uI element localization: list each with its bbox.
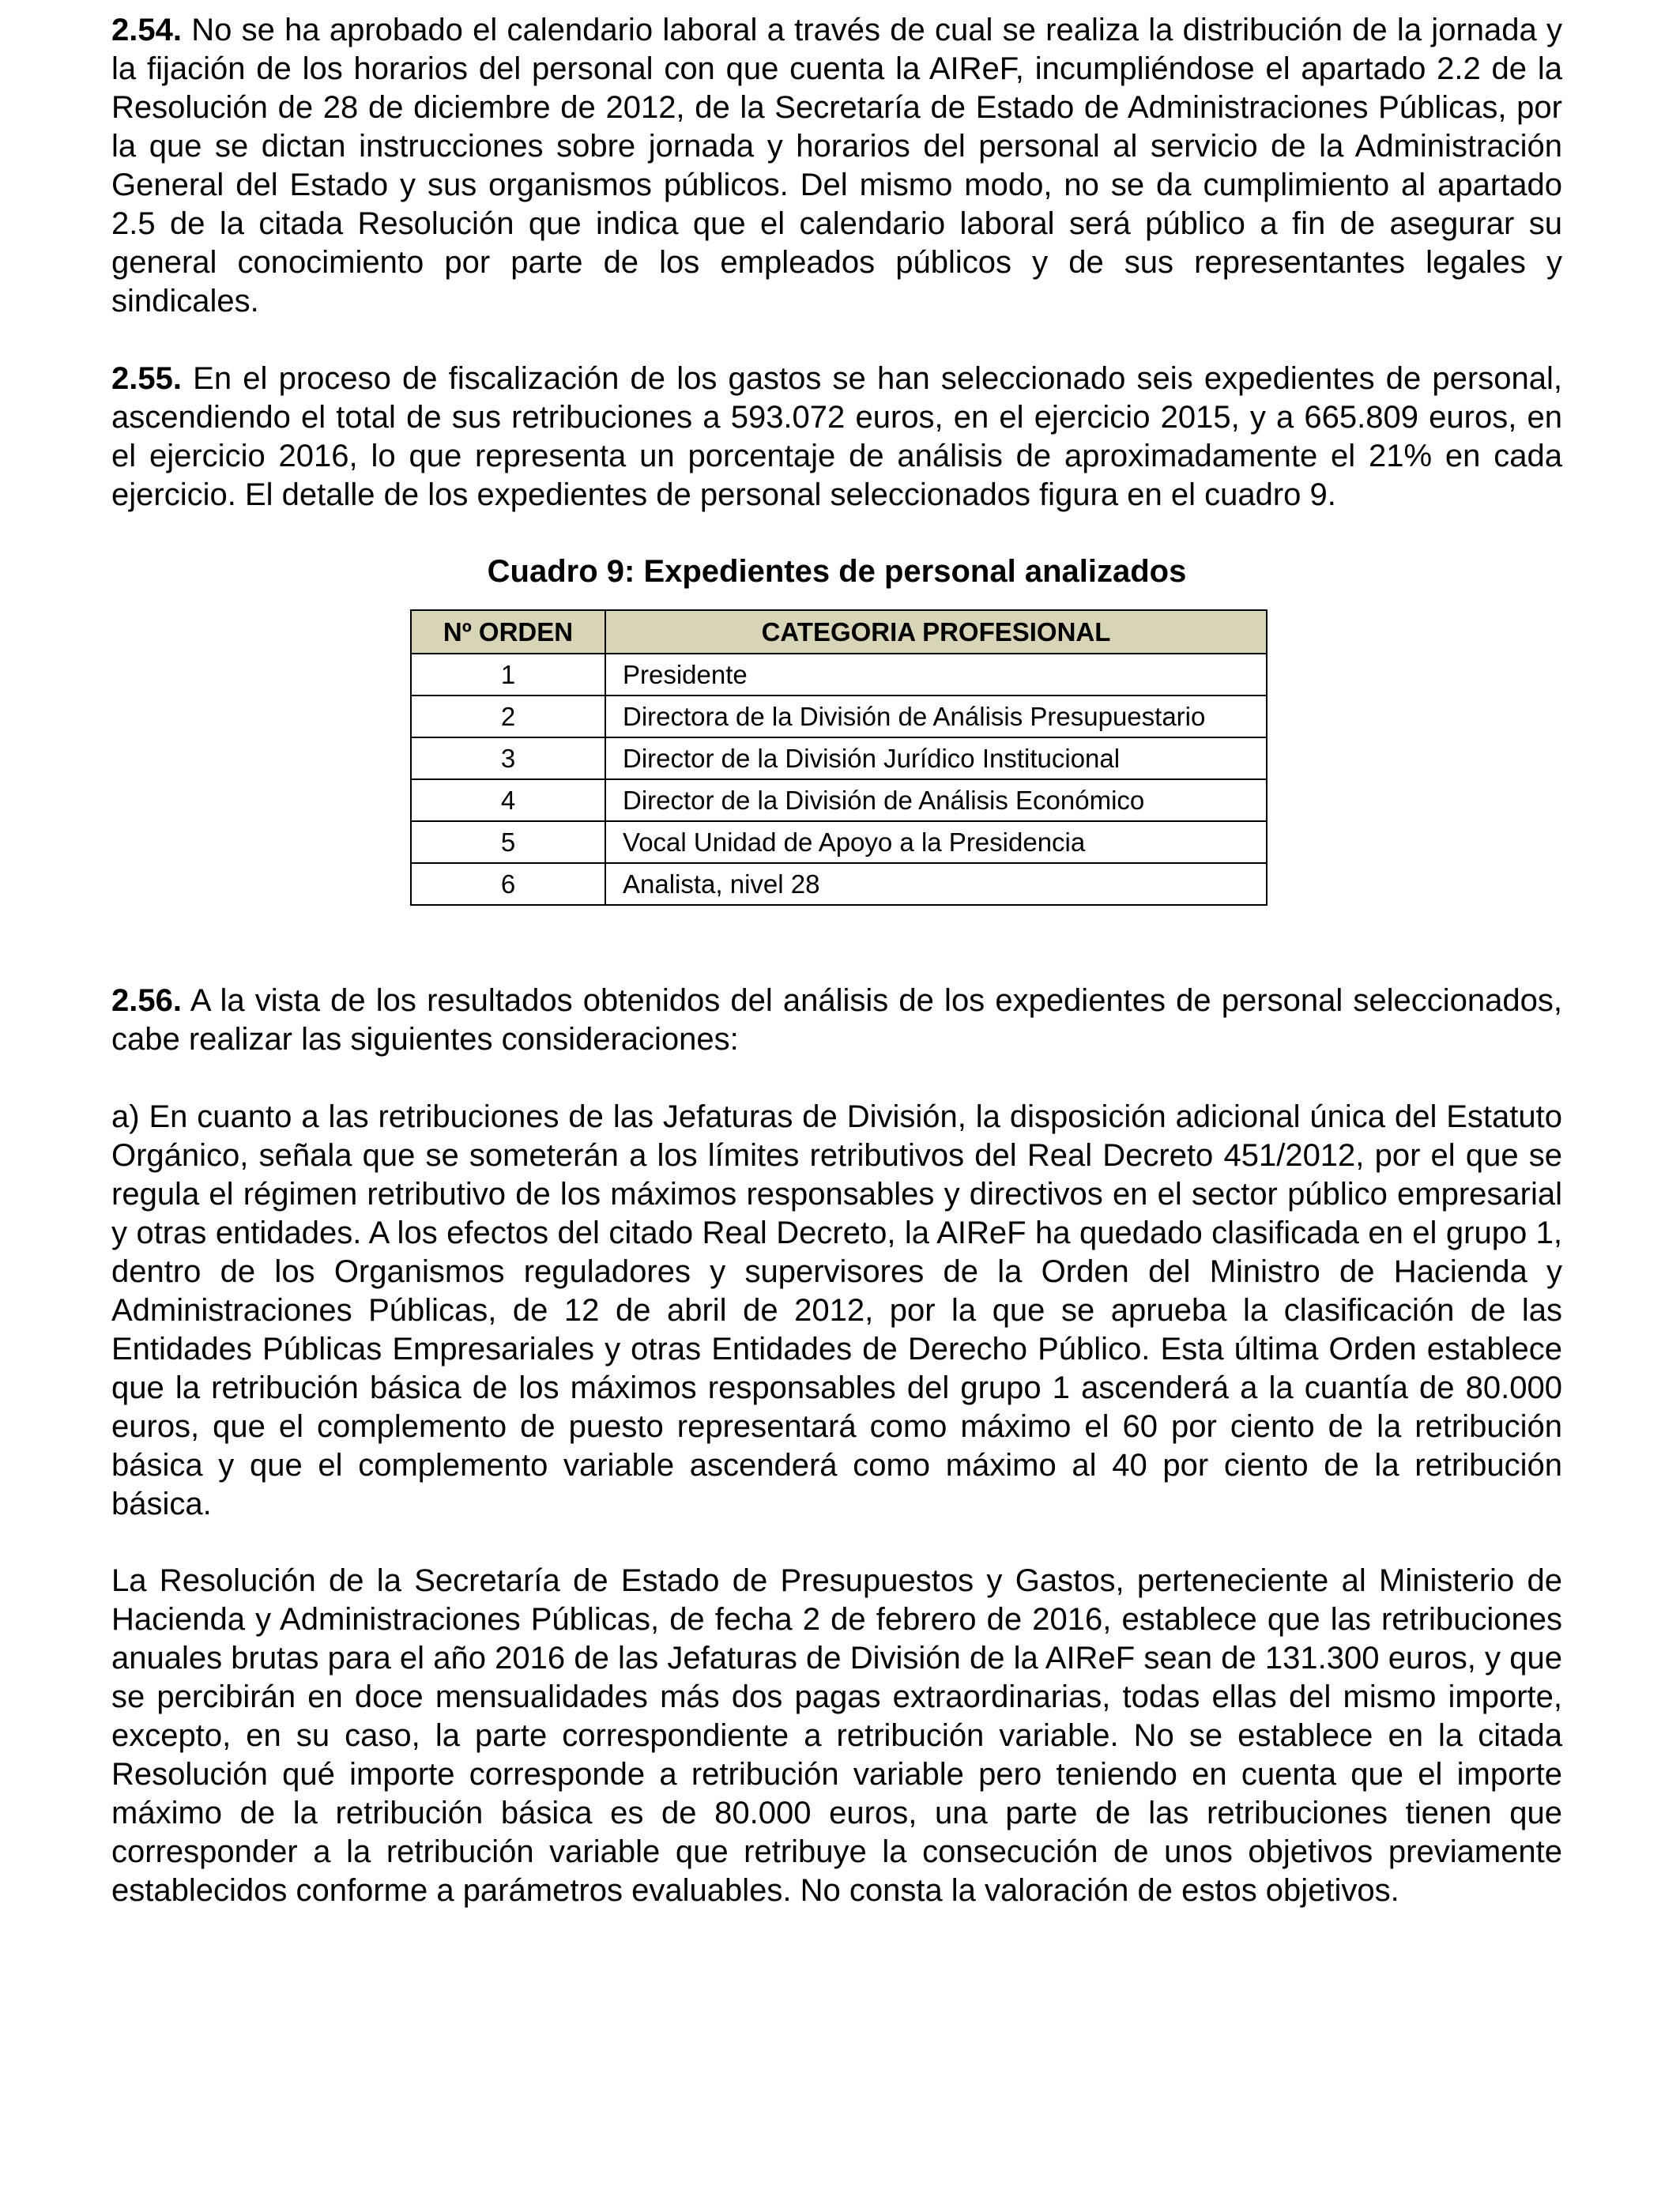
header-categoria: CATEGORIA PROFESIONAL (605, 610, 1267, 654)
cell-categoria: Director de la División Jurídico Institucional (605, 737, 1267, 779)
cell-orden: 6 (411, 863, 605, 905)
document-page (111, 11, 1562, 1910)
paragraph-text: No se ha aprobado el calendario laboral a través de cual se realiza la distribución de la jornada y la fijación de los horarios del personal con que cuenta la AIReF, incumpliéndose el apartado 2.2 de la Resolución de 28 de diciembre de 2012, de la Secretaría de Estado de Administraciones Públicas, por la que se dictan instrucciones sobre jornada y horarios del personal al servicio de la Administración General del Estado y sus organismos públicos. Del mismo modo, no se da cumplimiento al apartado 2.5 de la citada Resolución que indica que el calendario laboral será público a fin de asegurar su general conocimiento por parte de los empleados públicos y de sus representantes legales y sindicales. (111, 13, 1562, 319)
cell-orden: 1 (411, 654, 605, 696)
paragraph-number: 2.54. (111, 13, 182, 47)
cell-categoria: Analista, nivel 28 (605, 863, 1267, 905)
paragraph-resolucion: La Resolución de la Secretaría de Estado de Presupuestos y Gastos, perteneciente al Ministerio de Hacienda y Administraciones Públicas, de fecha 2 de febrero de 2016, establece que las retribuciones anuales brutas para el año 2016 de las Jefaturas de División de la AIReF sean de 131.300 euros, y que se percibirán en doce mensualidades más dos pagas extraordinarias, todas ellas del mismo importe, excepto, en su caso, la parte correspondiente a retribución variable. No se establece en la citada Resolución qué importe corresponde a retribución variable pero teniendo en cuenta que el importe máximo de la retribución básica es de 80.000 euros, una parte de las retribuciones tienen que corresponder a la retribución variable que retribuye la consecución de unos objetivos previamente establecidos conforme a parámetros evaluables. No consta la valoración de estos objetivos. (111, 1563, 1562, 1908)
cell-categoria: Vocal Unidad de Apoyo a la Presidencia (605, 821, 1267, 863)
table-row (411, 737, 1267, 779)
paragraph-number: 2.56. (111, 983, 182, 1018)
table-header-row (411, 610, 1267, 654)
paragraph-2-55 (111, 360, 1562, 515)
paragraph-2-54 (111, 11, 1562, 321)
table-row (411, 863, 1267, 905)
cell-orden: 2 (411, 696, 605, 737)
paragraph-a: a) En cuanto a las retribuciones de las Jefaturas de División, la disposición adicional única del Estatuto Orgánico, señala que se someterán a los límites retributivos del Real Decreto 451/2012, por el que se regula el régimen retributivo de los máximos responsables y directivos en el sector público empresarial y otras entidades. A los efectos del citado Real Decreto, la AIReF ha quedado clasificada en el grupo 1, dentro de los Organismos reguladores y supervisores de la Orden del Ministro de Hacienda y Administraciones Públicas, de 12 de abril de 2012, por la que se aprueba la clasificación de las Entidades Públicas Empresariales y otras Entidades de Derecho Público. Esta última Orden establece que la retribución básica de los máximos responsables del grupo 1 ascenderá a la cuantía de 80.000 euros, que el complemento de puesto representará como máximo el 60 por ciento de la retribución básica y que el complemento variable ascenderá como máximo al 40 por ciento de la retribución básica. (111, 1099, 1562, 1521)
cell-orden: 4 (411, 779, 605, 821)
cell-orden: 5 (411, 821, 605, 863)
table-row (411, 696, 1267, 737)
paragraph-text: En el proceso de fiscalización de los gastos se han seleccionado seis expedientes de personal, ascendiendo el total de sus retribuciones a 593.072 euros, en el ejercicio 2015, y a 665.809 euros, en el ejercicio 2016, lo que representa un porcentaje de análisis de aproximadamente el 21% en cada ejercicio. El detalle de los expedientes de personal seleccionados figura en el cuadro 9. (111, 361, 1562, 512)
table-row (411, 654, 1267, 696)
cell-orden: 3 (411, 737, 605, 779)
paragraph-text: A la vista de los resultados obtenidos del análisis de los expedientes de personal seleccionados, cabe realizar las siguientes consideraciones: (111, 983, 1562, 1057)
paragraph-number: 2.55. (111, 361, 182, 396)
table-row (411, 821, 1267, 863)
personnel-table (410, 609, 1268, 906)
header-orden: Nº ORDEN (411, 610, 605, 654)
cell-categoria: Director de la División de Análisis Económico (605, 779, 1267, 821)
table-row (411, 779, 1267, 821)
table-caption: Cuadro 9: Expedientes de personal analizados (487, 554, 1187, 589)
paragraph-2-56 (111, 982, 1562, 1059)
cell-categoria: Directora de la División de Análisis Presupuestario (605, 696, 1267, 737)
cell-categoria: Presidente (605, 654, 1267, 696)
